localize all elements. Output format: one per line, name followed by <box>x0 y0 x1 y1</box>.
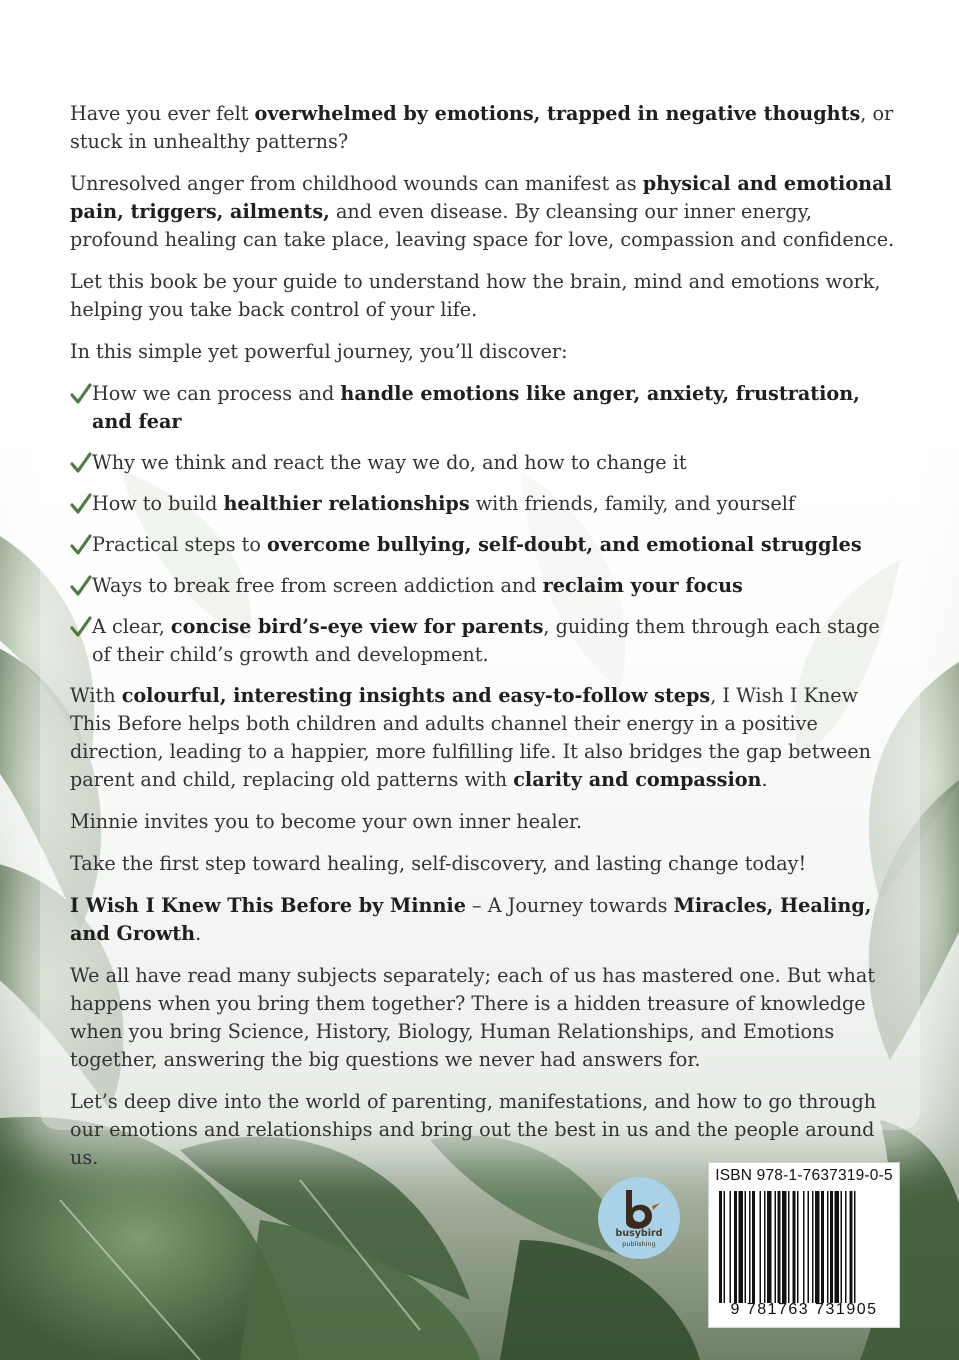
checkmark-icon <box>70 534 92 556</box>
paragraph-insights: With colourful, interesting insights and easy-to-follow steps, I Wish I Knew This Before helps both children and adults channel their energy in a positive direction, leading to a happier, more fulfilling life. It also bridges the gap between parent and child, replacing old patterns with clarity and compassion. <box>70 684 871 791</box>
intro-question: Have you ever felt overwhelmed by emotions, trapped in negative thoughts, or stuck in unhealthy patterns? <box>70 102 894 153</box>
list-item: How we can process and handle emotions like anger, anxiety, frustration, and fear <box>70 380 900 436</box>
barcode-bar <box>760 1191 762 1303</box>
paragraph-invite: Minnie invites you to become your own inner healer. <box>70 810 583 833</box>
paragraph-deep-dive: Let’s deep dive into the world of parenting, manifestations, and how to go through our emotions and relationships and bring out the best in us and the people around us. <box>70 1090 877 1169</box>
barcode-graphic <box>719 1191 889 1303</box>
checkmark-icon <box>70 616 92 638</box>
paragraph-title-line: I Wish I Knew This Before by Minnie – A Journey towards Miracles, Healing, and Growth. <box>70 894 872 945</box>
list-item: How to build healthier relationships with friends, family, and yourself <box>70 490 900 518</box>
barcode-bar <box>745 1191 747 1303</box>
publisher-subtitle: publishing <box>622 1240 656 1248</box>
barcode-bar <box>775 1191 777 1303</box>
list-item: Practical steps to overcome bullying, self-doubt, and emotional struggles <box>70 531 900 559</box>
barcode-bar <box>808 1191 810 1303</box>
barcode-bar <box>821 1191 824 1303</box>
barcode-bar <box>797 1191 799 1303</box>
barcode-bar <box>734 1191 737 1303</box>
list-item: Why we think and react the way we do, and how to change it <box>70 449 900 477</box>
barcode-bar <box>815 1191 820 1303</box>
paragraph-subjects: We all have read many subjects separately; each of us has mastered one. But what happens when you bring them together? There is a hidden treasure of knowledge when you bring Science, History, Biology, Human Relationships, and Emotions together, answering the big questions we never had answers for. <box>70 964 876 1071</box>
barcode-bar <box>803 1191 805 1303</box>
checkmark-icon <box>70 493 92 515</box>
busybird-logo-icon <box>596 1176 682 1274</box>
barcode-bar <box>830 1191 833 1303</box>
checkmark-icon <box>70 383 92 405</box>
barcode-bar <box>827 1191 829 1303</box>
barcode-bar <box>764 1191 766 1303</box>
benefits-list <box>70 380 900 669</box>
barcode-bar <box>752 1191 755 1303</box>
paragraph-first-step: Take the first step toward healing, self-discovery, and lasting change today! <box>70 852 807 875</box>
barcode-bar <box>835 1191 840 1303</box>
paragraph-discover: In this simple yet powerful journey, you’ll discover: <box>70 340 568 363</box>
barcode-bar <box>845 1191 847 1303</box>
barcode-bar <box>854 1191 856 1303</box>
checkmark-icon <box>70 575 92 597</box>
barcode-bar <box>724 1191 726 1303</box>
barcode-bar <box>749 1191 751 1303</box>
isbn-label: ISBN 978-1-7637319-0-5 <box>715 1167 893 1184</box>
publisher-logo <box>596 1176 682 1274</box>
barcode-bar <box>719 1191 722 1303</box>
barcode-bar <box>812 1191 814 1303</box>
barcode-bar <box>767 1191 772 1303</box>
barcode-bar <box>850 1191 853 1303</box>
list-item: Ways to break free from screen addiction and reclaim your focus <box>70 572 900 600</box>
isbn-barcode-box <box>708 1162 900 1328</box>
list-item: A clear, concise bird’s-eye view for parents, guiding them through each stage of their child’s growth and development. <box>70 613 900 669</box>
barcode-bar <box>778 1191 781 1303</box>
back-cover-text <box>70 100 900 1186</box>
paragraph-guide: Let this book be your guide to understand how the brain, mind and emotions work, helping you take back control of your life. <box>70 270 881 321</box>
barcode-bar <box>739 1191 744 1303</box>
barcode-bar <box>793 1191 796 1303</box>
barcode-bar <box>730 1191 732 1303</box>
isbn-digits: 9 781763 731905 <box>730 1301 878 1318</box>
barcode-bar <box>841 1191 843 1303</box>
publisher-name: busybird <box>615 1228 663 1239</box>
paragraph-anger: Unresolved anger from childhood wounds can manifest as physical and emotional pain, triggers, ailments, and even disease. By cleansing our inner energy, profound healing can take place, leaving space for love, compassion and confidence. <box>70 172 895 251</box>
checkmark-icon <box>70 452 92 474</box>
barcode-bar <box>788 1191 790 1303</box>
barcode-bar <box>782 1191 787 1303</box>
